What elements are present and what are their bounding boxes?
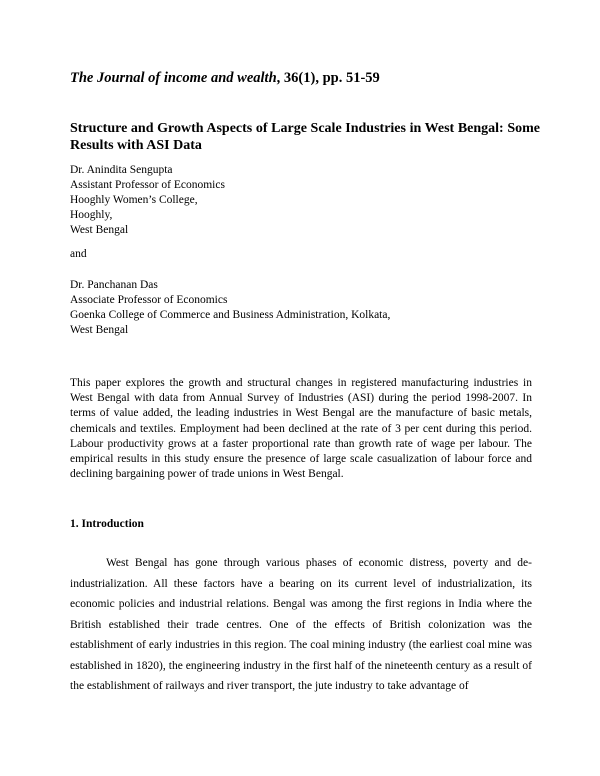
author-name: Dr. Panchanan Das [70, 279, 158, 291]
author-affiliation: Goenka College of Commerce and Business Administration, Kolkata, [70, 309, 391, 321]
abstract-paragraph: This paper explores the growth and structural changes in registered manufacturing industries in West Bengal with data from Annual Survey of Industries (ASI) during the period 1998-2007. In terms of value added, the leading industries in West Bengal are the manufacture of basic metals, chemicals and textiles. Employment had been declined at the rate of 3 per cent during this period. Labour productivity grows at a faster proportional rate than growth rate of wage per labour. The empirical results in this study ensure the presence of large scale casualization of labour force and declining bargaining power of trade unions in West Bengal. [70, 377, 532, 481]
journal-name: The Journal of income and wealth [70, 70, 277, 86]
author-block-2 [70, 278, 390, 338]
author-conjunction: and [70, 248, 87, 260]
author-state: West Bengal [70, 224, 129, 236]
author-city: Hooghly, [70, 209, 113, 221]
paper-title: Structure and Growth Aspects of Large Scale Industries in West Bengal: Some Results with ASI Data [70, 121, 540, 153]
intro-paragraph: West Bengal has gone through various phases of economic distress, poverty and de-industrialization. All these factors have a bearing on its current level of industrialization, its economic policies and industrial relations. Bengal was among the first regions in India where the British established their trade centres. One of the effects of British colonization was the establishment of early industries in this region. The coal mining industry (the earliest coal mine was established in 1820), the engineering industry in the first half of the nineteenth century as a result of the establishment of railways and river transport, the jute industry to take advantage of [70, 557, 532, 692]
author-position: Associate Professor of Economics [70, 294, 228, 306]
author-block-1 [70, 163, 225, 238]
author-name: Dr. Anindita Sengupta [70, 164, 173, 176]
journal-volume-pages: , 36(1), pp. 51-59 [276, 70, 380, 86]
author-state: West Bengal [70, 324, 129, 336]
author-position: Assistant Professor of Economics [70, 179, 225, 191]
author-affiliation: Hooghly Women’s College, [70, 194, 198, 206]
journal-citation [70, 70, 380, 87]
section-heading: 1. Introduction [70, 518, 144, 530]
